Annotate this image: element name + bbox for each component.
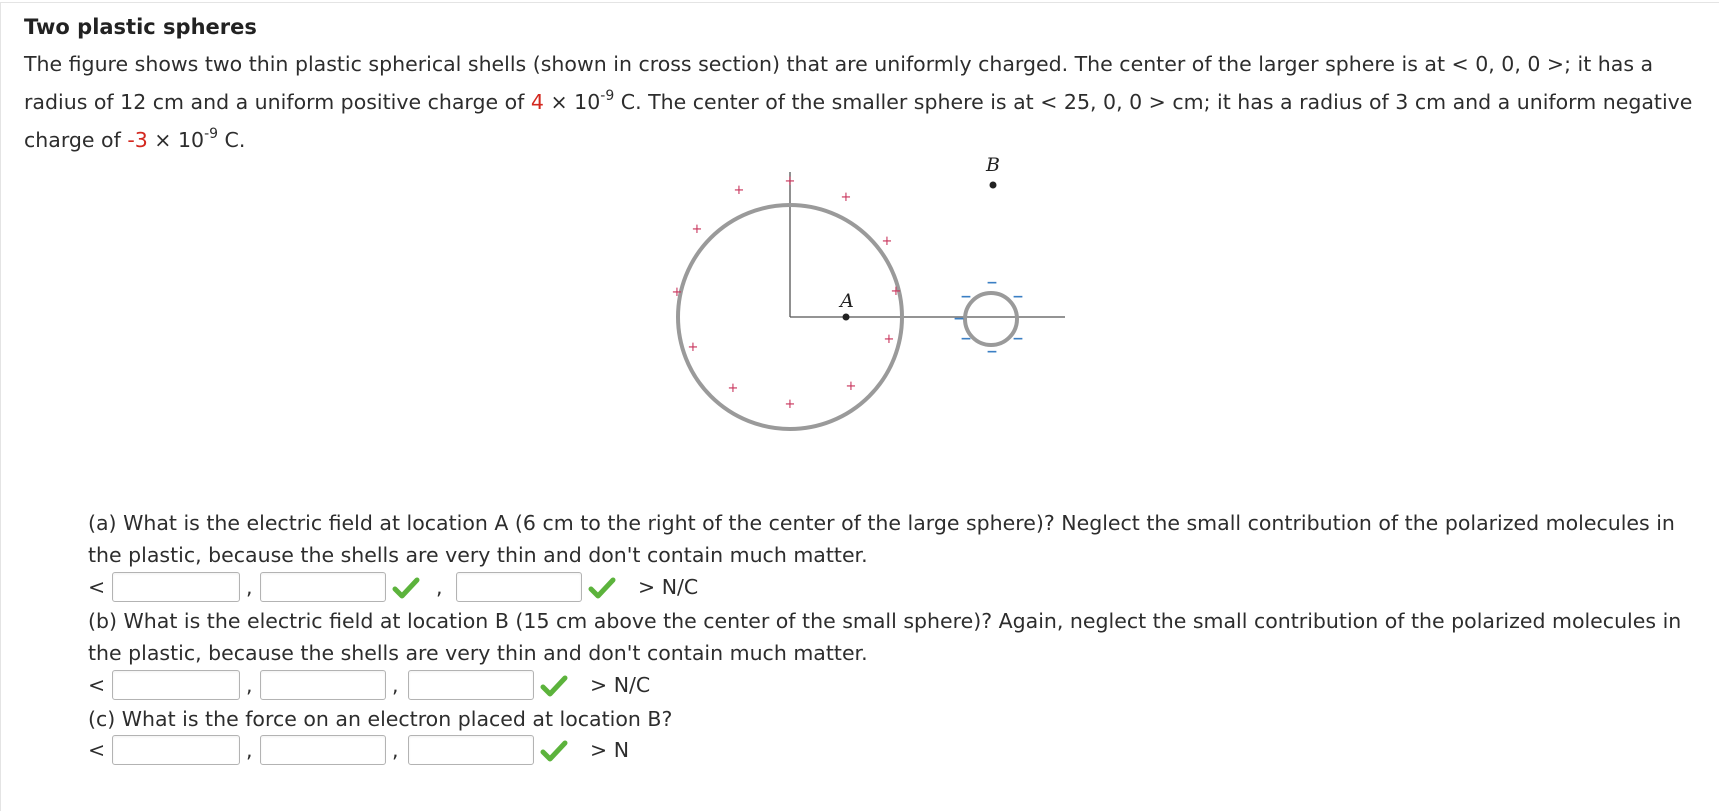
problem-statement [24, 45, 1704, 159]
comma-separator: , [246, 738, 253, 762]
correct-check-icon [588, 576, 616, 600]
unit-label: > N/C [590, 673, 651, 697]
plus-charge-sign: + [784, 397, 796, 412]
minus-charge-sign: − [953, 311, 965, 327]
large-charge-value: 4 [530, 90, 544, 114]
plus-charge-sign: + [691, 222, 703, 237]
force-y-input[interactable] [260, 735, 386, 765]
plus-charge-sign: + [840, 190, 852, 205]
plus-charge-sign: + [881, 234, 893, 249]
minus-charge-sign: − [986, 275, 998, 291]
answer-row-c [88, 733, 988, 767]
comma-separator: , [246, 673, 253, 697]
field-b-z-input[interactable] [408, 670, 534, 700]
plus-charge-sign: + [784, 174, 796, 189]
force-x-input[interactable] [112, 735, 240, 765]
open-bracket: < [88, 738, 106, 762]
field-b-y-input[interactable] [260, 670, 386, 700]
comma-separator: , [436, 575, 443, 599]
point-a-dot [843, 314, 850, 321]
exponent-1: -9 [600, 88, 615, 104]
problem-title: Two plastic spheres [24, 15, 257, 39]
comma-separator: , [246, 575, 253, 599]
minus-charge-sign: − [960, 331, 972, 347]
open-bracket: < [88, 575, 106, 599]
field-b-x-input[interactable] [112, 670, 240, 700]
correct-check-icon [392, 576, 420, 600]
field-a-x-input[interactable] [112, 572, 240, 602]
two-spheres-figure [640, 150, 1080, 460]
point-a-label: A [840, 290, 854, 312]
exponent-2: -9 [204, 126, 219, 142]
plus-charge-sign: + [845, 379, 857, 394]
open-bracket: < [88, 673, 106, 697]
question-c-text: (c) What is the force on an electron placed at location B? [88, 707, 673, 731]
intro-text-1: The figure shows two thin plastic spherical shells (shown in cross section) that are uniformly charged. The center of the larger sphere is at < 0, 0, 0 >; it has a radius of 12 cm and a uniform positive charge of [24, 52, 1654, 114]
field-a-z-input[interactable] [456, 572, 582, 602]
small-charge-value: -3 [127, 128, 148, 152]
plus-charge-sign: + [733, 183, 745, 198]
plus-charge-sign: + [883, 332, 895, 347]
intro-text-3: C. [218, 128, 246, 152]
comma-separator: , [392, 673, 399, 697]
minus-charge-sign: − [1012, 331, 1024, 347]
plus-charge-sign: + [890, 284, 902, 299]
minus-charge-sign: − [1012, 289, 1024, 305]
comma-separator: , [392, 738, 399, 762]
question-b-text: (b) What is the electric field at location B (15 cm above the center of the small sphere)? Again, neglect the small contribution of the polarized molecules in the plastic, because the shells are very thin and don't contain much matter. [88, 609, 1682, 665]
question-a-text: (a) What is the electric field at location A (6 cm to the right of the center of the large sphere)? Neglect the small contribution of the polarized molecules in the plastic, because the shells are very thin and don't contain much matter. [88, 511, 1675, 567]
answer-row-b [88, 668, 988, 702]
correct-check-icon [540, 739, 568, 763]
small-sphere-shell [965, 293, 1017, 345]
plus-charge-sign: + [727, 381, 739, 396]
correct-check-icon [540, 674, 568, 698]
plus-charge-sign: + [671, 285, 683, 300]
point-b-dot [990, 182, 997, 189]
unit-label: > N/C [638, 575, 699, 599]
times-ten-1: × 10 [543, 90, 601, 114]
plus-charge-sign: + [687, 340, 699, 355]
unit-label: > N [590, 738, 630, 762]
times-ten-2: × 10 [147, 128, 205, 152]
answer-row-a [88, 570, 988, 604]
field-a-y-input[interactable] [260, 572, 386, 602]
point-b-label: B [986, 154, 1000, 176]
intro-text-2: C. The center of the smaller sphere is at < 25, 0, 0 > cm; it has a radius of 3 cm and a uniform negative charge of [24, 90, 1693, 152]
minus-charge-sign: − [960, 289, 972, 305]
force-z-input[interactable] [408, 735, 534, 765]
minus-charge-sign: − [986, 344, 998, 360]
